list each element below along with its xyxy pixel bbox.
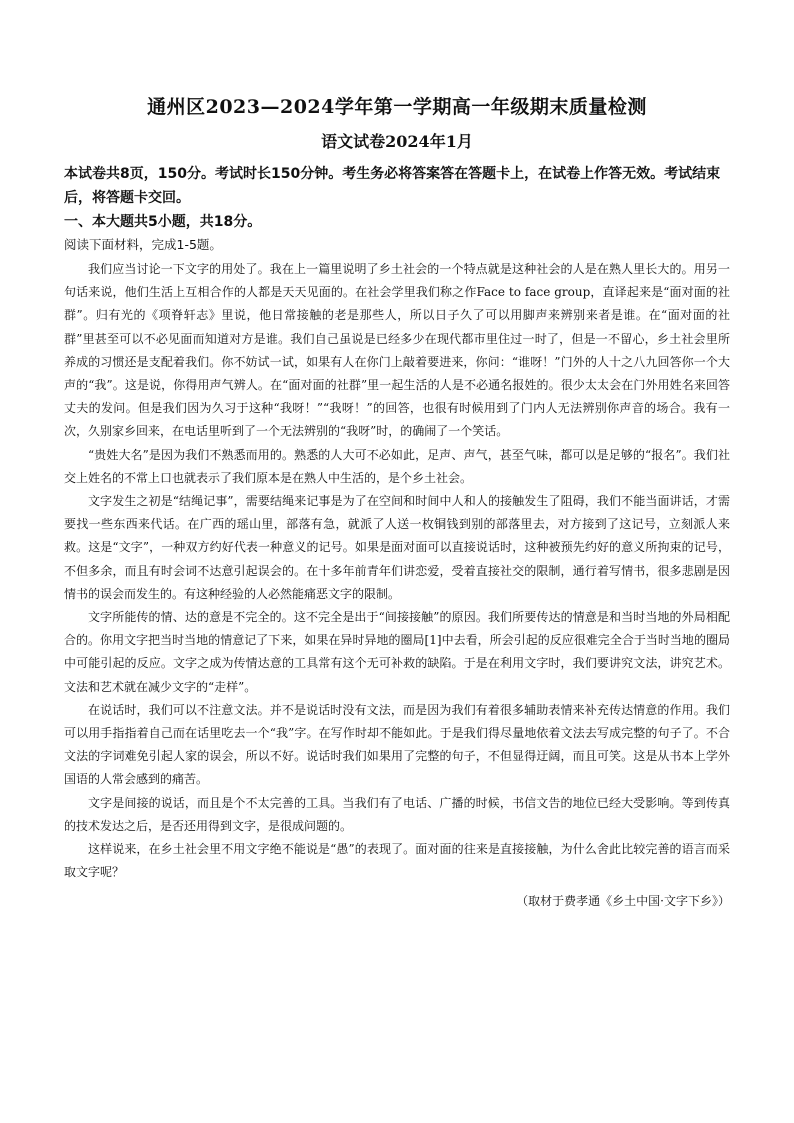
reading-passage <box>64 258 730 884</box>
passage-paragraph: 在说话时，我们可以不注意文法。并不是说话时没有文法，而是因为我们有着很多辅助表情来补充传达情意的作用。我们可以用手指指着自己而在话里吃去一个“我”字。在写作时却不能如此。于是我们得尽量地依着文法去写成完整的句子了。不合文法的字词难免引起人家的误会，所以不好。说话时我们如果用了完整的句子，不但显得迂阔，而且可笑。这是从书本上学外国语的人常会感到的痛苦。 <box>64 702 730 787</box>
passage-paragraph: 这样说来，在乡土社会里不用文字绝不能说是“愚”的表现了。面对面的往来是直接接触，为什么舍此比较完善的语言而采取文字呢？ <box>64 842 730 880</box>
reading-instruction: 阅读下面材料，完成1-5题。 <box>64 237 222 252</box>
exam-title: 通州区2023—2024学年第一学期高一年级期末质量检测 <box>147 96 647 118</box>
section-title: 一、本大题共5小题，共18分。 <box>64 214 262 230</box>
passage-paragraph: 文字发生之初是“结绳记事”，需要结绳来记事是为了在空间和时间中人和人的接触发生了阻碍，我们不能当面讲话，才需要找一些东西来代话。在广西的瑶山里，部落有急，就派了人送一枚铜钱到别的部落里去，对方接到了这记号，立刻派人来救。这是“文字”，一种双方约好代表一种意义的记号。如果是面对面可以直接说话时，这种被预先约好的意义所拘束的记号，不但多余，而且有时会词不达意引起误会的。在十多年前青年们讲恋爱，受着直接社交的限制，通行着写情书，很多悲剧是因情书的误会而发生的。有这种经验的人必然能痛恶文字的限制。 <box>64 494 730 601</box>
passage-paragraph: “贵姓大名”是因为我们不熟悉而用的。熟悉的人大可不必如此，足声、声气，甚至气味，都可以是足够的“报名”。我们社交上姓名的不常上口也就表示了我们原本是在熟人中生活的，是个乡土社会。 <box>64 447 730 485</box>
passage-paragraph: 文字所能传的情、达的意是不完全的。这不完全是出于“间接接触”的原因。我们所要传达的情意是和当时当地的外局相配合的。你用文字把当时当地的情意记了下来，如果在异时异地的圈局[1]中去看，所会引起的反应很难完全合于当时当地的圈局中可能引起的反应。文字之成为传情达意的工具常有这个无可补救的缺陷。于是在利用文字时，我们要讲究文法，讲究艺术。文法和艺术就在减少文字的“走样”。 <box>64 610 730 694</box>
passage-paragraph: 我们应当讨论一下文字的用处了。我在上一篇里说明了乡土社会的一个特点就是这种社会的人是在熟人里长大的。用另一句话来说，他们生活上互相合作的人都是天天见面的。在社会学里我们称之作Face to face group，直译起来是“面对面的社群”。归有光的《项脊轩志》里说，他日常接触的老是那些人，所以日子久了可以用脚声来辨别来者是谁。在“面对面的社群”里甚至可以不必见面而知道对方是谁。我们自己虽说是已经多少在现代都市里住过一时了，但是一不留心，乡土社会里所养成的习惯还是支配着我们。你不妨试一试，如果有人在你门上敲着要进来，你问：“谁呀！”门外的人十之八九回答你一个大声的“我”。这是说，你得用声气辨人。在“面对面的社群”里一起生活的人是不必通名报姓的。很少太太会在门外用姓名来回答丈夫的发问。但是我们因为久习于这种“我呀！”“我呀！”的回答，也很有时候用到了门内人无法辨别你声音的场合。我有一次，久别家乡回来，在电话里听到了一个无法辨别的“我呀”时，的确闹了一个笑话。 <box>64 262 730 439</box>
exam-page <box>64 92 730 914</box>
exam-subtitle: 语文试卷2024年1月 <box>321 132 473 151</box>
exam-notice: 本试卷共8页，150分。考试时长150分钟。考生务必将答案答在答题卡上，在试卷上作答无效。考试结束后，将答题卡交回。 <box>64 166 721 206</box>
passage-paragraph: 文字是间接的说话，而且是个不太完善的工具。当我们有了电话、广播的时候，书信文告的地位已经大受影响。等到传真的技术发达之后，是否还用得到文字，是很成问题的。 <box>64 795 730 833</box>
passage-source: （取材于费孝通《乡土中国·文字下乡》） <box>516 894 730 909</box>
